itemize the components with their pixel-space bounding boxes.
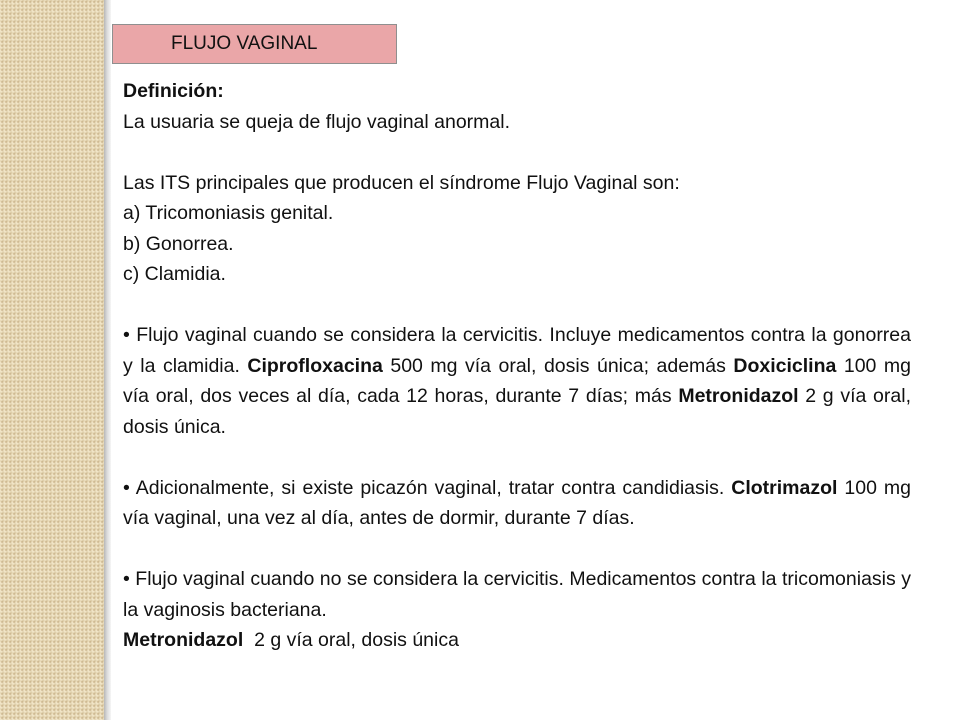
drug-metronidazol-final: Metronidazol (123, 629, 244, 651)
spacer (123, 534, 911, 565)
definition-heading: Definición: (123, 80, 224, 102)
its-item-b: b) Gonorrea. (123, 232, 234, 255)
spacer (123, 137, 911, 168)
decorative-sidebar (0, 0, 104, 720)
sidebar-shadow (104, 0, 111, 720)
bullet-dot: • (123, 476, 130, 499)
definition-text: La usuaria se queja de flujo vaginal anormal. (123, 110, 511, 133)
drug-clotrimazol: Clotrimazol (731, 476, 838, 499)
slide-title (112, 24, 397, 64)
drug-metronidazol: Metronidazol (678, 385, 799, 407)
bullet-no-cervicitis: • Flujo vaginal cuando no se considera la cervicitis. Medicamentos contra la tricomoniasis y la vaginosis bacteriana. (123, 568, 911, 621)
spacer (123, 290, 911, 321)
its-item-c: c) Clamidia. (123, 263, 226, 285)
slide-body (123, 76, 911, 656)
bullet-dot: • (123, 568, 130, 590)
bullet-cervicitis: • Flujo vaginal cuando se considera la cervicitis. Incluye medicamentos contra la gonorrea y la clamidia. Ciprofloxacina 500 mg vía oral, dosis única; además Doxiciclina 100 mg vía oral, dos veces al día, cada 12 horas, durante 7 días; más Metronidazol 2 g vía oral, dosis única. (123, 324, 911, 438)
spacer (123, 442, 911, 473)
its-item-a: a) Tricomoniasis genital. (123, 202, 334, 224)
drug-ciprofloxacina: Ciprofloxacina (247, 354, 383, 377)
bullet-candidiasis: • Adicionalmente, si existe picazón vaginal, tratar contra candidiasis. Clotrimazol 100 mg vía vaginal, una vez al día, antes de dormir, durante 7 días. (123, 476, 911, 529)
drug-doxiciclina: Doxiciclina (733, 354, 837, 377)
slide-title-text: FLUJO VAGINAL (171, 33, 318, 54)
its-intro: Las ITS principales que producen el síndrome Flujo Vaginal son: (123, 171, 680, 194)
bullet-dot: • (123, 324, 130, 346)
metronidazol-dose-line: Metronidazol 2 g vía oral, dosis única (123, 629, 459, 651)
